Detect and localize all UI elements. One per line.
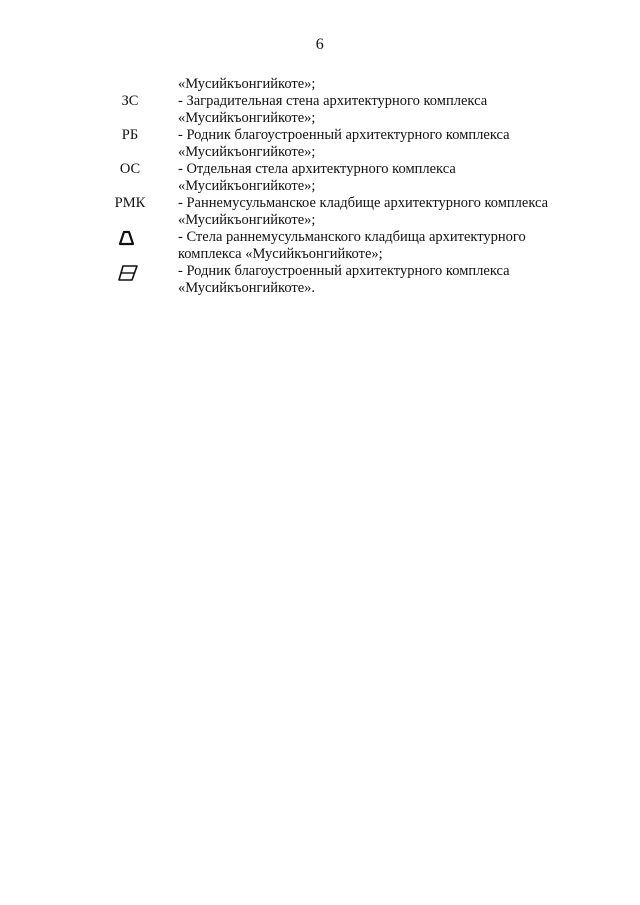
legend-entry-os [0, 161, 640, 195]
legend-intro-row [0, 76, 640, 93]
legend-description-line: - Родник благоустроенный архитектурного комплекса [178, 263, 510, 279]
legend-code: РБ [121, 127, 139, 143]
legend-entry-rb [0, 127, 640, 161]
parallelogram-symbol-icon [116, 264, 140, 282]
legend-entry-stela [0, 229, 640, 263]
legend-description-line: «Мусийкъонгийкоте»; [178, 178, 316, 194]
legend-entry-rmk [0, 195, 640, 229]
legend-description-line: - Родник благоустроенный архитектурного комплекса [178, 127, 510, 143]
legend-description-line: «Мусийкъонгийкоте»; [178, 212, 316, 228]
intro-line: «Мусийкъонгийкоте»; [178, 76, 316, 92]
page-number: 6 [315, 36, 325, 53]
legend-list [0, 76, 640, 297]
triangle-symbol-icon [118, 230, 136, 246]
legend-entry-spring [0, 263, 640, 297]
legend-code: ОС [119, 161, 141, 177]
legend-description-line: «Мусийкъонгийкоте»; [178, 110, 316, 126]
legend-description-line: - Заградительная стена архитектурного комплекса [178, 93, 488, 109]
legend-code: РМК [114, 195, 146, 211]
legend-description-line: - Раннемусульманское кладбище архитектурного комплекса [178, 195, 549, 211]
legend-description-line: «Мусийкъонгийкоте». [178, 280, 316, 296]
legend-code: ЗС [121, 93, 139, 109]
legend-description-line: комплекса «Мусийкъонгийкоте»; [178, 246, 383, 262]
legend-description-line: - Отдельная стела архитектурного комплекса [178, 161, 456, 177]
legend-entry-zs [0, 93, 640, 127]
legend-description-line: - Стела раннемусульманского кладбища архитектурного [178, 229, 526, 245]
legend-description-line: «Мусийкъонгийкоте»; [178, 144, 316, 160]
